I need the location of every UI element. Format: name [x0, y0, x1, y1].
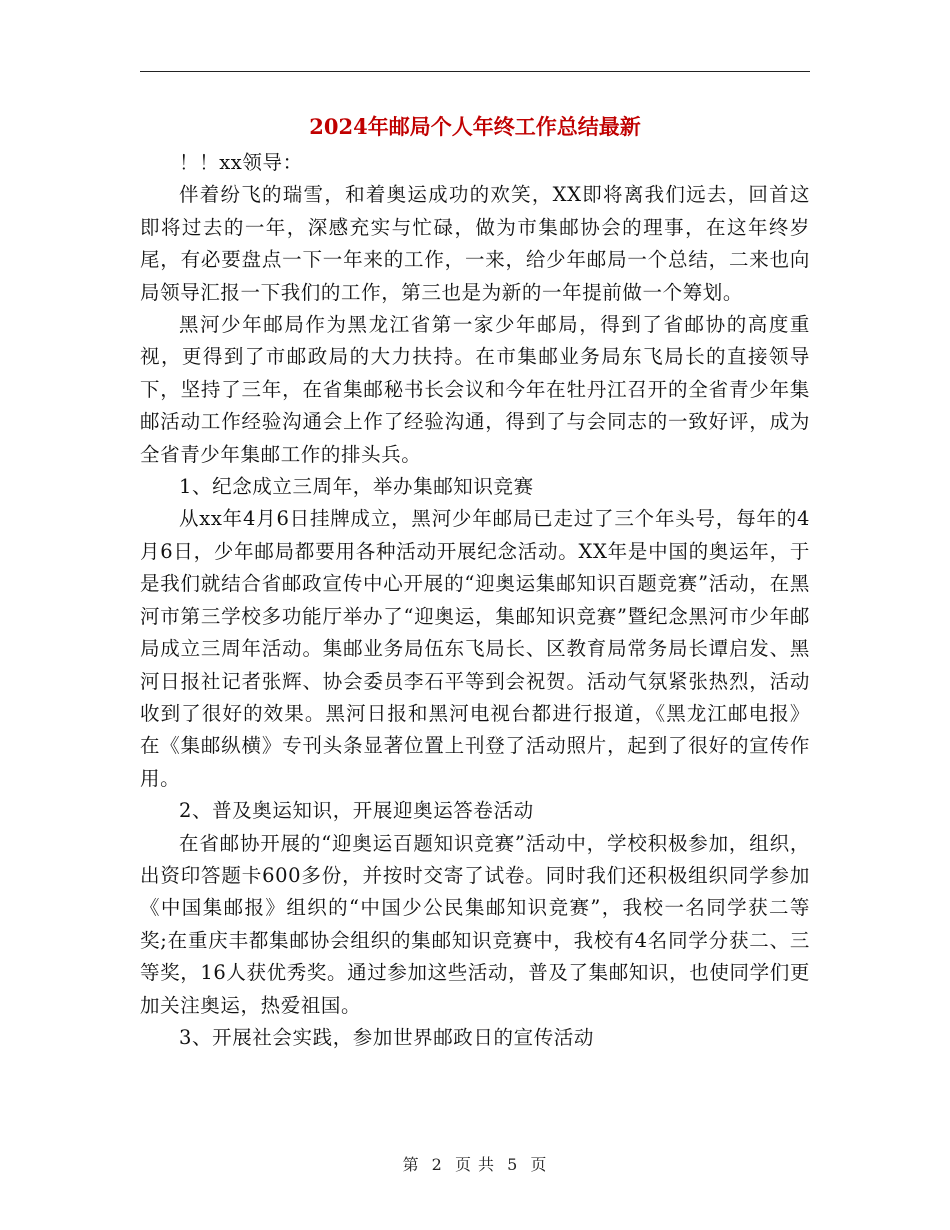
page-footer	[0, 1152, 950, 1175]
paragraph-intro: 伴着纷飞的瑞雪，和着奥运成功的欢笑，XX即将离我们远去，回首这即将过去的一年，深感充实与忙碌，做为市集邮协会的理事，在这年终岁尾，有必要盘点一下一年来的工作，一来，给少年邮局一个总结，二来也向局领导汇报一下我们的工作，第三也是为新的一年提前做一个筹划。	[140, 183, 810, 304]
section-heading-2: 2、普及奥运知识，开展迎奥运答卷活动	[179, 799, 534, 823]
current-page-number: 2	[431, 1155, 443, 1174]
footer-prefix: 第	[402, 1155, 420, 1174]
section-heading-3: 3、开展社会实践，参加世界邮政日的宣传活动	[179, 1025, 595, 1049]
paragraph-section-1: 从xx年4月6日挂牌成立，黑河少年邮局已走过了三个年头号，每年的4月6日，少年邮局都要用各种活动开展纪念活动。XX年是中国的奥运年，于是我们就结合省邮政宣传中心开展的“迎奥运集邮知识百题竞赛”活动，在黑河市第三学校多功能厅举办了“迎奥运，集邮知识竞赛”暨纪念黑河市少年邮局成立三周年活动。集邮业务局伍东飞局长、区教育局常务局长谭启发、黑河日报社记者张辉、协会委员李石平等到会祝贺。活动气氛紧张热烈，活动收到了很好的效果。黑河日报和黑河电视台都进行报道，《黑龙江邮电报》在《集邮纵横》专刊头条显著位置上刊登了活动照片，起到了很好的宣传作用。	[140, 507, 810, 790]
total-pages-number: 5	[507, 1155, 519, 1174]
paragraph-section-2: 在省邮协开展的“迎奥运百题知识竞赛”活动中，学校积极参加，组织，出资印答题卡600多份，并按时交寄了试卷。同时我们还积极组织同学参加《中国集邮报》组织的“中国少公民集邮知识竞赛”，我校一名同学获二等奖;在重庆丰都集邮协会组织的集邮知识竞赛中，我校有4名同学分获二、三等奖，16人获优秀奖。通过参加这些活动，普及了集邮知识，也使同学们更加关注奥运，热爱祖国。	[140, 831, 810, 1017]
document-title: 2024年邮局个人年终工作总结最新	[309, 114, 641, 139]
document-body	[140, 147, 810, 1054]
section-heading-1: 1、纪念成立三周年，举办集邮知识竞赛	[179, 475, 534, 499]
footer-middle: 页 共	[454, 1155, 496, 1174]
header-rule	[140, 71, 810, 72]
footer-suffix: 页	[530, 1155, 548, 1174]
salutation: ！！xx领导：	[179, 151, 303, 174]
paragraph-background: 黑河少年邮局作为黑龙江省第一家少年邮局，得到了省邮协的高度重视，更得到了市邮政局的大力扶持。在市集邮业务局东飞局长的直接领导下，坚持了三年，在省集邮秘书长会议和今年在牡丹江召开的全省青少年集邮活动工作经验沟通会上作了经验沟通，得到了与会同志的一致好评，成为全省青少年集邮工作的排头兵。	[140, 313, 810, 466]
